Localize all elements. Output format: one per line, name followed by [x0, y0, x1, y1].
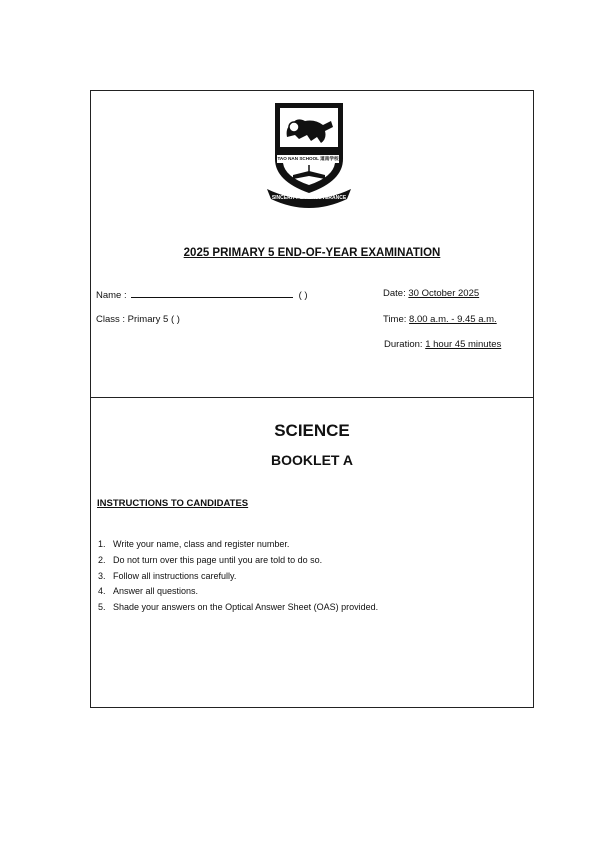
instructions-list — [98, 537, 378, 616]
name-field-row — [96, 288, 308, 301]
duration-field — [384, 339, 501, 350]
list-item — [98, 600, 378, 616]
list-item — [98, 569, 378, 585]
school-crest — [267, 97, 351, 213]
booklet-title: BOOKLET A — [271, 452, 353, 468]
date-value: 30 October 2025 — [408, 288, 480, 299]
duration-value: 1 hour 45 minutes — [425, 339, 502, 350]
instruction-text: Answer all questions. — [113, 586, 199, 597]
time-value: 8.00 a.m. - 9.45 a.m. — [409, 314, 497, 325]
list-item — [98, 537, 378, 553]
list-item — [98, 584, 378, 600]
name-write-line[interactable] — [131, 288, 293, 298]
instruction-number: 1. — [98, 539, 106, 549]
instruction-text: Do not turn over this page until you are told to do so. — [113, 554, 323, 565]
instruction-number: 5. — [98, 602, 106, 613]
date-label: Date: — [383, 288, 406, 299]
exam-title: 2025 PRIMARY 5 END-OF-YEAR EXAMINATION — [183, 247, 441, 259]
instruction-text: Write your name, class and register number. — [113, 539, 290, 549]
list-item — [98, 553, 378, 569]
instruction-text: Shade your answers on the Optical Answer Sheet (OAS) provided. — [113, 602, 379, 613]
cover-frame — [90, 90, 534, 708]
date-field — [383, 288, 479, 299]
instructions-heading: INSTRUCTIONS TO CANDIDATES — [97, 498, 249, 509]
name-label: Name : — [96, 290, 127, 301]
instruction-number: 4. — [98, 586, 106, 597]
subject-title: SCIENCE — [274, 421, 350, 440]
register-number-paren: ( ) — [298, 290, 308, 301]
class-field: Class : Primary 5 ( ) — [96, 314, 180, 325]
instruction-number: 2. — [98, 554, 106, 565]
crest-motto: SINCERITY & PERSEVERANCE — [271, 195, 347, 201]
instruction-number: 3. — [98, 570, 106, 581]
instruction-text: Follow all instructions carefully. — [113, 570, 237, 581]
crest-school-name: TAO NAN SCHOOL 道南学校 — [277, 156, 339, 161]
time-field — [383, 314, 497, 325]
section-divider — [91, 397, 533, 398]
time-label: Time: — [383, 314, 407, 325]
duration-label: Duration: — [384, 339, 423, 350]
